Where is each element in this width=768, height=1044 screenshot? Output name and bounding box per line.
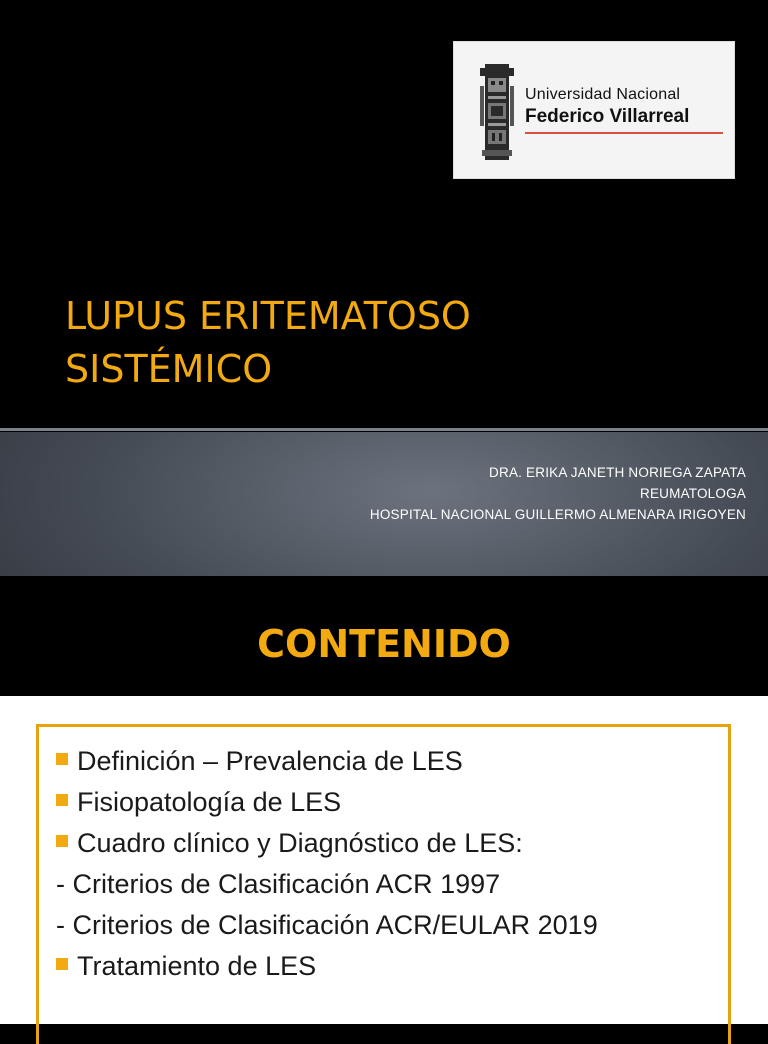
list-subitem xyxy=(56,905,598,946)
author-institution: HOSPITAL NACIONAL GUILLERMO ALMENARA IRIGOYEN xyxy=(369,507,746,522)
list-item-text: Tratamiento de LES xyxy=(77,951,317,981)
author-name: DRA. ERIKA JANETH NORIEGA ZAPATA xyxy=(489,465,746,480)
square-bullet-icon xyxy=(56,794,68,806)
title-line-2: SISTÉMICO xyxy=(65,347,273,391)
square-bullet-icon xyxy=(56,835,68,847)
presentation-title xyxy=(65,290,705,396)
list-subitem-text: - Criterios de Clasificación ACR/EULAR 2019 xyxy=(56,910,598,940)
list-item xyxy=(56,823,598,864)
university-logo xyxy=(453,41,735,179)
logo-underline xyxy=(525,132,723,134)
list-item-text: Cuadro clínico y Diagnóstico de LES: xyxy=(77,828,523,858)
list-item-text: Fisiopatología de LES xyxy=(77,787,342,817)
author-info xyxy=(370,462,746,525)
author-role: REUMATOLOGA xyxy=(640,486,746,501)
contents-slide xyxy=(0,580,768,1024)
logo-text-line2: Federico Villarreal xyxy=(525,106,690,127)
contents-heading: CONTENIDO xyxy=(257,622,511,666)
title-line-1: LUPUS ERITEMATOSO xyxy=(65,294,471,338)
author-band xyxy=(0,432,768,576)
contents-list xyxy=(56,741,598,987)
list-subitem xyxy=(56,864,598,905)
list-subitem-text: - Criterios de Clasificación ACR 1997 xyxy=(56,869,501,899)
list-item-text: Definición – Prevalencia de LES xyxy=(77,746,463,776)
andean-monolith-emblem-icon xyxy=(476,64,518,160)
contents-box xyxy=(36,724,731,1044)
band-divider xyxy=(0,428,768,431)
list-item xyxy=(56,946,598,987)
heading-area xyxy=(0,580,768,696)
square-bullet-icon xyxy=(56,958,68,970)
content-area xyxy=(0,696,768,1024)
list-item xyxy=(56,782,598,823)
logo-text-line1: Universidad Nacional xyxy=(525,86,681,103)
square-bullet-icon xyxy=(56,753,68,765)
list-item xyxy=(56,741,598,782)
